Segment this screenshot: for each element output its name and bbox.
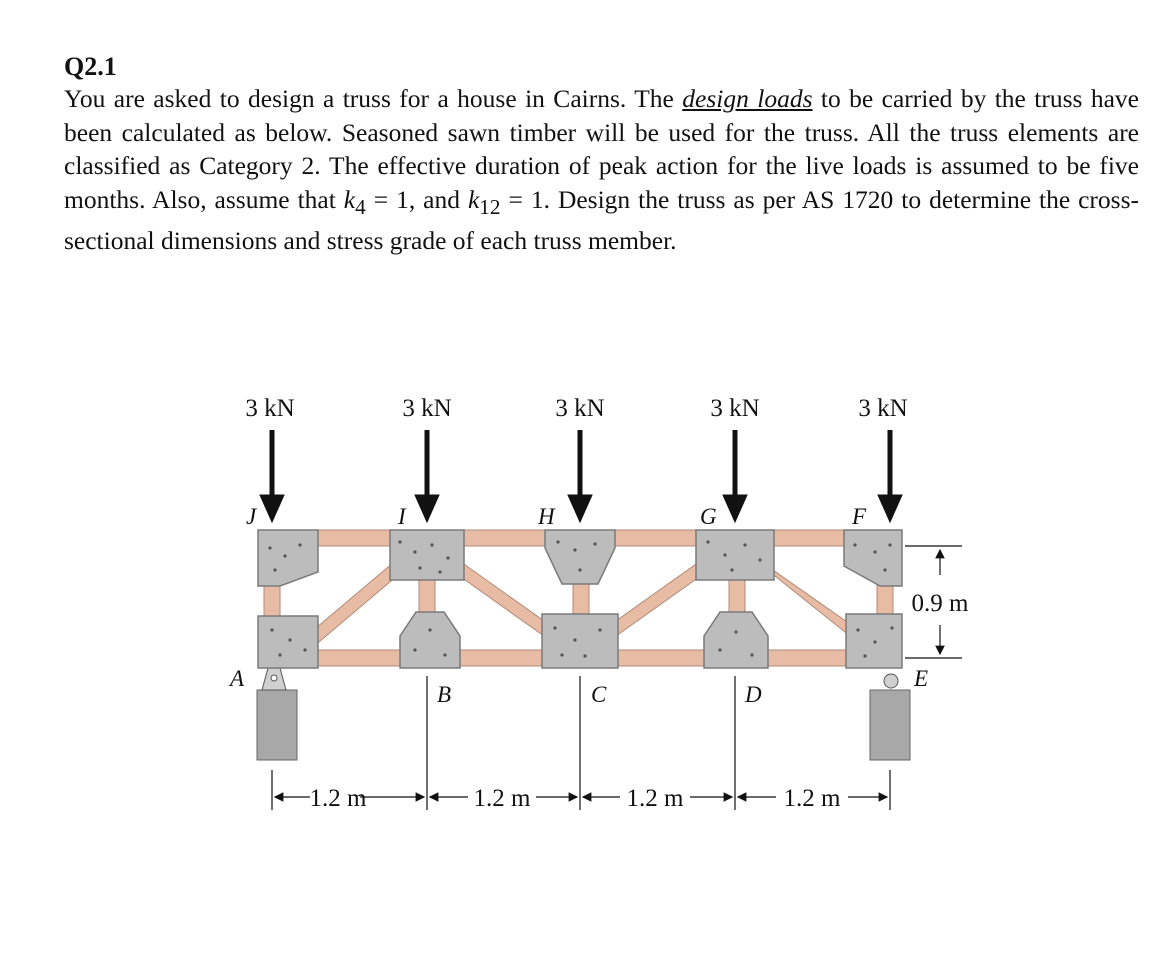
load-label-i: 3 kN (402, 395, 452, 422)
span-label-bc: 1.2 m (473, 785, 531, 812)
node-label-j: J (246, 504, 257, 529)
gusset-plate-j (258, 530, 318, 586)
node-label-g: G (700, 504, 717, 529)
gusset-plate-c (542, 614, 618, 668)
question-text-part-2: to be carried by the truss have been calculated as below. Seasoned sawn timber will be used for the truss. All the truss elements are classified as Category 2. The effective duration of peak action for the live loads is assumed to be five months. Also, assume that (64, 84, 1140, 214)
load-label-h: 3 kN (555, 395, 605, 422)
gusset-plate-f (844, 530, 902, 586)
load-label-g: 3 kN (710, 395, 760, 422)
right-support (870, 674, 910, 760)
k12-subscript: 12 (479, 194, 501, 219)
node-label-i: I (398, 504, 406, 529)
k4-subscript: 4 (355, 194, 366, 219)
span-label-de: 1.2 m (783, 785, 841, 812)
k4-symbol: k (343, 184, 356, 214)
node-label-h: H (538, 504, 555, 529)
node-label-b: B (437, 682, 452, 707)
node-label-c: C (591, 682, 607, 707)
gusset-plate-b (400, 612, 460, 668)
height-label: 0.9 m (911, 590, 969, 617)
load-label-j: 3 kN (245, 395, 295, 422)
question-text-part-1: You are asked to design a truss for a house in Cairns. The (64, 84, 683, 113)
load-label-f: 3 kN (858, 395, 908, 422)
k4-equation: = 1, and (365, 184, 468, 214)
node-label-f: F (852, 504, 867, 529)
gusset-plate-d (704, 612, 768, 668)
question-text-part-3: = 1. Design the truss as per AS 1720 to determine the cross-sectional dimensions and stress grade of each truss member. (64, 184, 1140, 256)
gusset-plate-h (545, 530, 615, 584)
load-arrows (260, 430, 902, 522)
span-label-ab: 1.2 m (309, 785, 367, 812)
question-number: Q2.1 (64, 52, 117, 81)
design-loads-link[interactable]: design loads (682, 84, 813, 113)
left-support (257, 668, 297, 760)
gusset-plate-a (258, 616, 318, 668)
gusset-plate-i (390, 530, 464, 580)
span-label-cd: 1.2 m (626, 785, 684, 812)
node-label-a: A (230, 666, 245, 691)
k12-symbol: k (467, 184, 480, 214)
gusset-plate-g (696, 530, 774, 580)
node-label-e: E (914, 666, 929, 691)
node-label-d: D (745, 682, 762, 707)
